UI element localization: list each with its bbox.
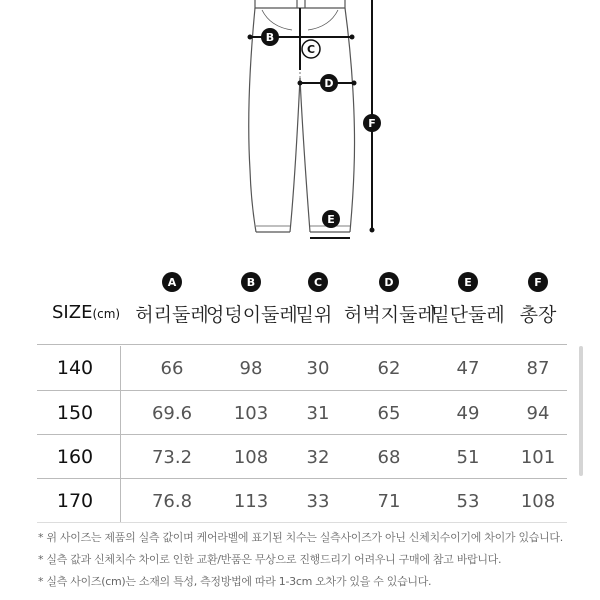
note-line: * 실측 값과 신체치수 차이로 인한 교환/반품은 무상으로 진행드리기 어려우니 구매에 참고 바랍니다. — [38, 553, 502, 566]
cell-rise: 30 — [306, 358, 330, 379]
cell-hip: 98 — [239, 358, 263, 379]
table-row — [0, 479, 600, 523]
row-size: 140 — [56, 357, 94, 379]
column-header-thigh: 허벅지둘레 — [344, 304, 436, 326]
cell-length: 87 — [526, 358, 550, 379]
cell-hem: 51 — [456, 447, 480, 468]
marker-e — [322, 210, 340, 228]
marker-b-letter: B — [265, 31, 275, 44]
column-badge-e: E — [458, 272, 478, 292]
table-header-row — [0, 300, 600, 330]
column-badge-c: C — [308, 272, 328, 292]
column-header-rise: 밑위 — [295, 304, 333, 326]
cell-length: 108 — [520, 491, 556, 512]
marker-b — [261, 28, 279, 46]
table-row — [0, 435, 600, 479]
pants-measurement-diagram — [0, 0, 600, 245]
marker-f — [363, 114, 381, 132]
marker-f-letter: F — [368, 117, 376, 130]
table-row — [0, 391, 600, 435]
note-line: * 실측 사이즈(cm)는 소재의 특성, 측정방법에 따라 1-3cm 오차가 있을 수 있습니다. — [38, 575, 432, 588]
marker-c — [302, 40, 320, 58]
column-header-hip: 엉덩이둘레 — [206, 304, 298, 326]
row-size: 150 — [56, 402, 94, 424]
row-size: 170 — [56, 490, 94, 512]
cell-waist: 76.8 — [151, 491, 193, 512]
cell-waist: 69.6 — [151, 403, 193, 424]
cell-hip: 113 — [233, 491, 269, 512]
size-notes — [38, 527, 598, 593]
column-badge-f: F — [528, 272, 548, 292]
row-size: 160 — [56, 446, 94, 468]
size-header — [52, 302, 120, 323]
size-header-label: SIZE — [52, 302, 93, 323]
cell-hip: 103 — [233, 403, 269, 424]
cell-rise: 32 — [306, 447, 330, 468]
table-top-border — [37, 344, 567, 345]
cell-length: 94 — [526, 403, 550, 424]
cell-rise: 31 — [306, 403, 330, 424]
cell-waist: 73.2 — [151, 447, 193, 468]
marker-c-letter: C — [306, 43, 316, 56]
cell-hem: 47 — [456, 358, 480, 379]
cell-thigh: 71 — [377, 491, 401, 512]
cell-hip: 108 — [233, 447, 269, 468]
size-header-unit: (cm) — [92, 307, 121, 321]
cell-waist: 66 — [160, 358, 184, 379]
column-badge-b: B — [241, 272, 261, 292]
marker-d — [320, 74, 338, 92]
column-badge-a: A — [162, 272, 182, 292]
cell-thigh: 68 — [377, 447, 401, 468]
cell-hem: 53 — [456, 491, 480, 512]
cell-rise: 33 — [306, 491, 330, 512]
marker-d-letter: D — [324, 77, 334, 90]
table-row — [0, 346, 600, 390]
marker-e-letter: E — [327, 213, 335, 226]
column-header-hem: 밑단둘레 — [431, 304, 505, 326]
column-header-length: 총장 — [519, 304, 557, 326]
cell-thigh: 65 — [377, 403, 401, 424]
column-header-waist: 허리둘레 — [135, 304, 209, 326]
cell-hem: 49 — [456, 403, 480, 424]
column-letter-row — [0, 272, 600, 296]
note-line: * 위 사이즈는 제품의 실측 값이며 케어라벨에 표기된 치수는 실측사이즈가 아닌 신체치수이기에 차이가 있습니다. — [38, 531, 563, 544]
cell-length: 101 — [520, 447, 556, 468]
column-badge-d: D — [379, 272, 399, 292]
cell-thigh: 62 — [377, 358, 401, 379]
